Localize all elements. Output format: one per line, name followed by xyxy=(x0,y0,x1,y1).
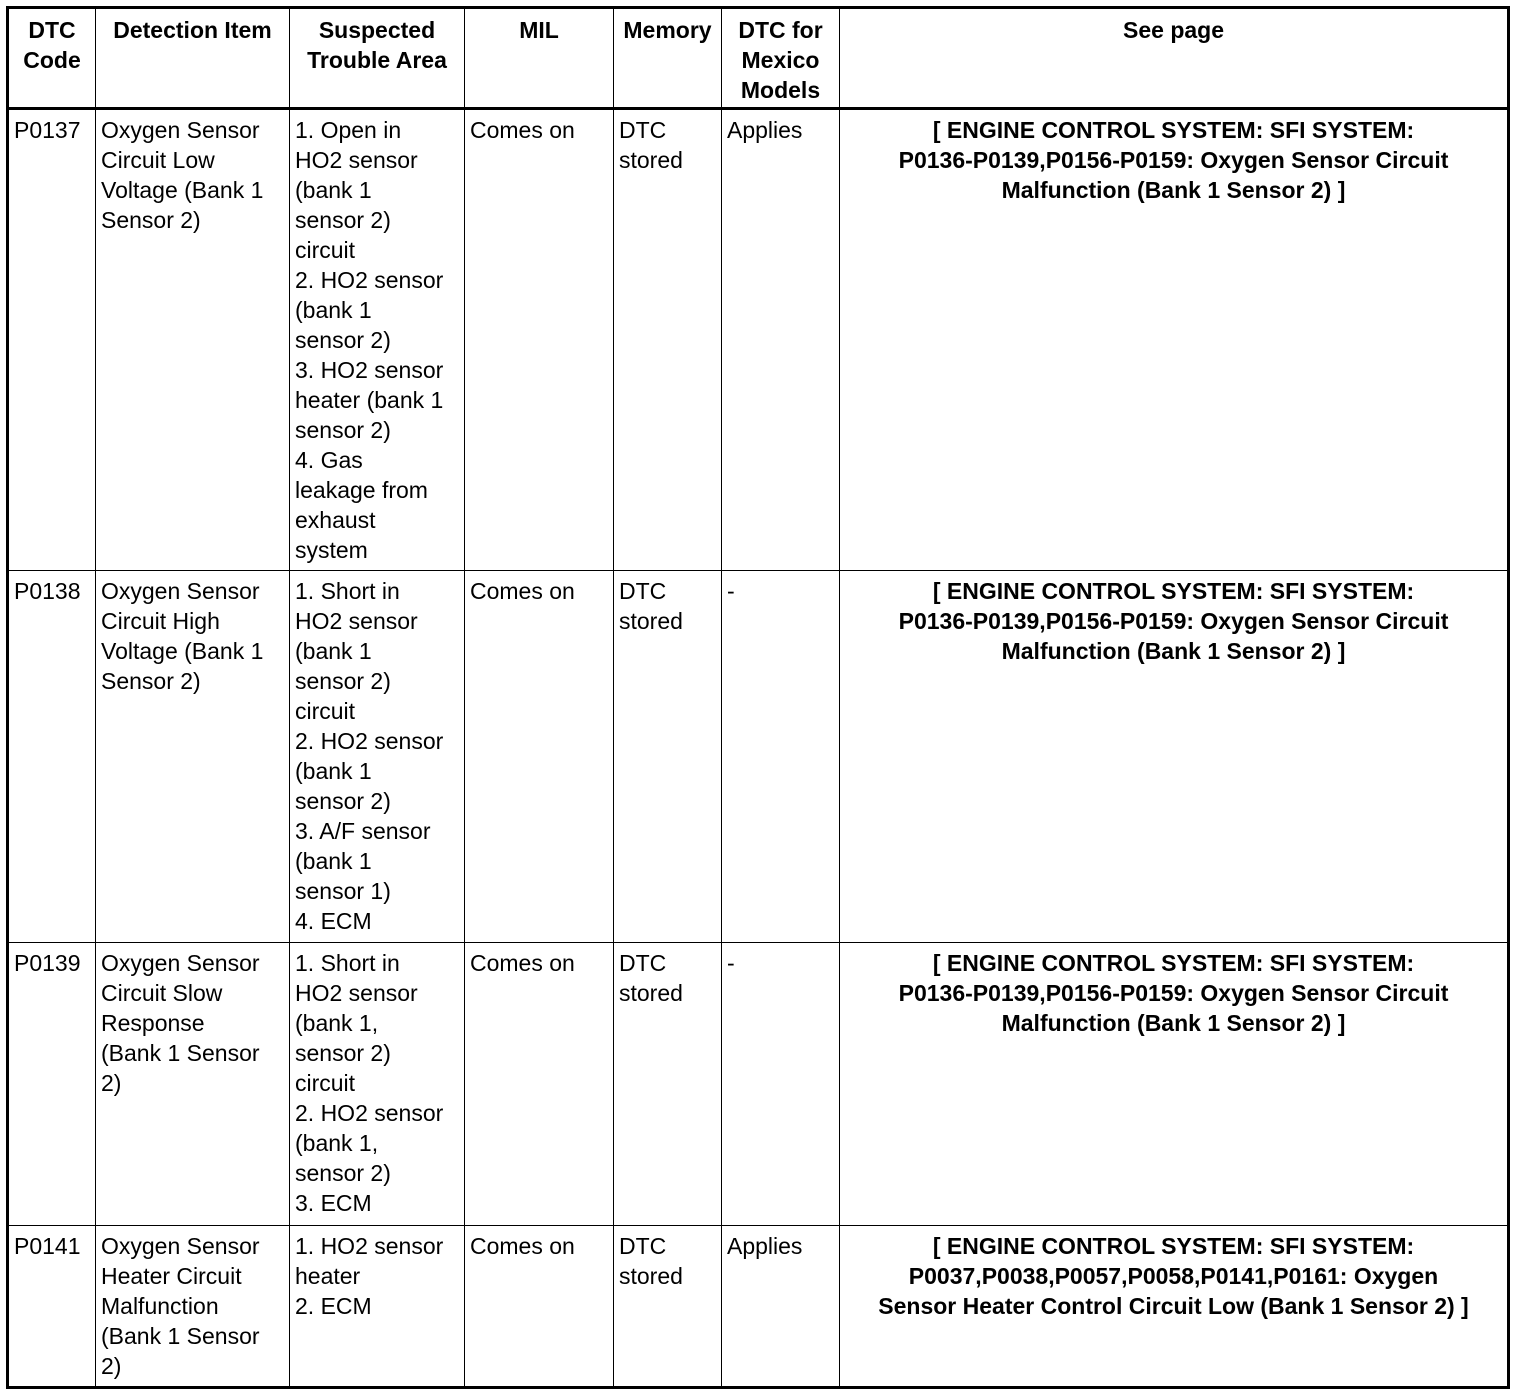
trouble-area-cell: 1. HO2 sensor heater 2. ECM xyxy=(290,1226,465,1388)
memory-cell: DTC stored xyxy=(614,1226,722,1388)
detection-item-cell: Oxygen Sensor Heater Circuit Malfunction (Bank 1 Sensor 2) xyxy=(96,1226,290,1388)
header-detection-item: Detection Item xyxy=(96,8,290,109)
memory-cell: DTC stored xyxy=(614,571,722,943)
see-page-link[interactable]: [ ENGINE CONTROL SYSTEM: SFI SYSTEM: P0136-P0139,P0156-P0159: Oxygen Sensor Circuit Malfunction (Bank 1 Sensor 2) ] xyxy=(840,571,1509,943)
see-page-link[interactable]: [ ENGINE CONTROL SYSTEM: SFI SYSTEM: P0136-P0139,P0156-P0159: Oxygen Sensor Circuit Malfunction (Bank 1 Sensor 2) ] xyxy=(840,943,1509,1226)
detection-item-cell: Oxygen Sensor Circuit Low Voltage (Bank 1 Sensor 2) xyxy=(96,109,290,571)
see-page-link[interactable]: [ ENGINE CONTROL SYSTEM: SFI SYSTEM: P0136-P0139,P0156-P0159: Oxygen Sensor Circuit Malfunction (Bank 1 Sensor 2) ] xyxy=(840,109,1509,571)
memory-cell: DTC stored xyxy=(614,943,722,1226)
detection-item-cell: Oxygen Sensor Circuit High Voltage (Bank 1 Sensor 2) xyxy=(96,571,290,943)
trouble-area-cell: 1. Short in HO2 sensor (bank 1 sensor 2) circuit 2. HO2 sensor (bank 1 sensor 2) 3. A/F sensor (bank 1 sensor 1) 4. ECM xyxy=(290,571,465,943)
memory-cell: DTC stored xyxy=(614,109,722,571)
detection-item-cell: Oxygen Sensor Circuit Slow Response (Bank 1 Sensor 2) xyxy=(96,943,290,1226)
mexico-cell: Applies xyxy=(722,1226,840,1388)
header-memory: Memory xyxy=(614,8,722,109)
mil-cell: Comes on xyxy=(465,571,614,943)
trouble-area-cell: 1. Short in HO2 sensor (bank 1, sensor 2) circuit 2. HO2 sensor (bank 1, sensor 2) 3. ECM xyxy=(290,943,465,1226)
table-row xyxy=(8,109,1509,571)
header-suspected-trouble-area: Suspected Trouble Area xyxy=(290,8,465,109)
table-row xyxy=(8,571,1509,943)
trouble-area-cell: 1. Open in HO2 sensor (bank 1 sensor 2) circuit 2. HO2 sensor (bank 1 sensor 2) 3. HO2 sensor heater (bank 1 sensor 2) 4. Gas leakage from exhaust system xyxy=(290,109,465,571)
header-dtc-for-mexico: DTC for Mexico Models xyxy=(722,8,840,109)
mexico-cell: Applies xyxy=(722,109,840,571)
table-header-row xyxy=(8,8,1509,109)
see-page-link[interactable]: [ ENGINE CONTROL SYSTEM: SFI SYSTEM: P0037,P0038,P0057,P0058,P0141,P0161: Oxygen Sensor Heater Control Circuit Low (Bank 1 Sensor 2) ] xyxy=(840,1226,1509,1388)
mil-cell: Comes on xyxy=(465,109,614,571)
dtc-code-cell: P0141 xyxy=(8,1226,96,1388)
table-row xyxy=(8,1226,1509,1388)
mil-cell: Comes on xyxy=(465,943,614,1226)
mexico-cell: - xyxy=(722,943,840,1226)
mexico-cell: - xyxy=(722,571,840,943)
header-see-page: See page xyxy=(840,8,1509,109)
mil-cell: Comes on xyxy=(465,1226,614,1388)
header-mil: MIL xyxy=(465,8,614,109)
dtc-table xyxy=(6,6,1510,1389)
dtc-code-cell: P0139 xyxy=(8,943,96,1226)
header-dtc-code: DTC Code xyxy=(8,8,96,109)
dtc-code-cell: P0137 xyxy=(8,109,96,571)
table-row xyxy=(8,943,1509,1226)
dtc-code-cell: P0138 xyxy=(8,571,96,943)
